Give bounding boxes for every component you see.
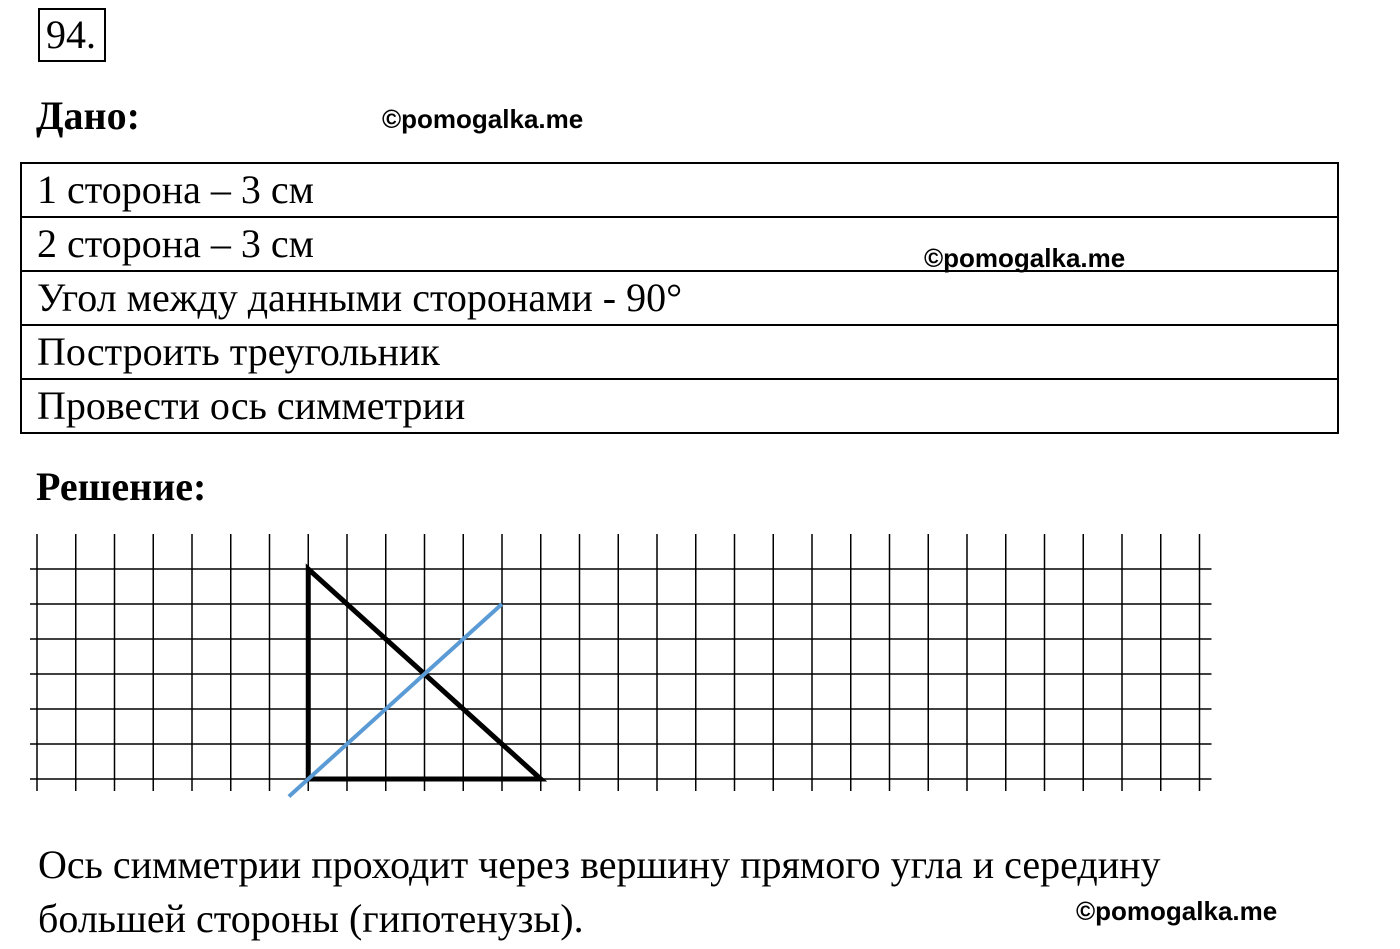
answer-line: Ось симметрии проходит через вершину прямого угла и середину: [38, 842, 1161, 887]
given-row: [21, 325, 1338, 379]
given-row: [21, 163, 1338, 217]
solution-title: Решение:: [36, 464, 207, 509]
given-row-text: 1 сторона – 3 см: [21, 163, 1338, 217]
answer-text: [38, 838, 1368, 946]
watermark: ©pomogalka.me: [1076, 896, 1278, 926]
symmetry-axis-line: [289, 604, 502, 797]
given-table: [20, 162, 1339, 434]
given-row-text: Угол между данными сторонами - 90°: [21, 271, 1338, 325]
grid-lines: [30, 534, 1212, 791]
given-row: [21, 379, 1338, 433]
given-row-text: Провести ось симметрии: [21, 379, 1338, 433]
given-title: Дано:: [36, 93, 140, 138]
grid-drawing: [30, 530, 1215, 810]
watermark: ©pomogalka.me: [382, 104, 584, 134]
given-row: [21, 271, 1338, 325]
given-row-text: Построить треугольник: [21, 325, 1338, 379]
answer-line: большей стороны (гипотенузы).: [38, 896, 584, 941]
given-row: [21, 217, 1338, 271]
given-row-text: 2 сторона – 3 см: [21, 217, 1338, 271]
watermark: ©pomogalka.me: [924, 243, 1126, 273]
construction-drawing: [30, 530, 1215, 815]
task-number: 94.: [38, 8, 106, 62]
